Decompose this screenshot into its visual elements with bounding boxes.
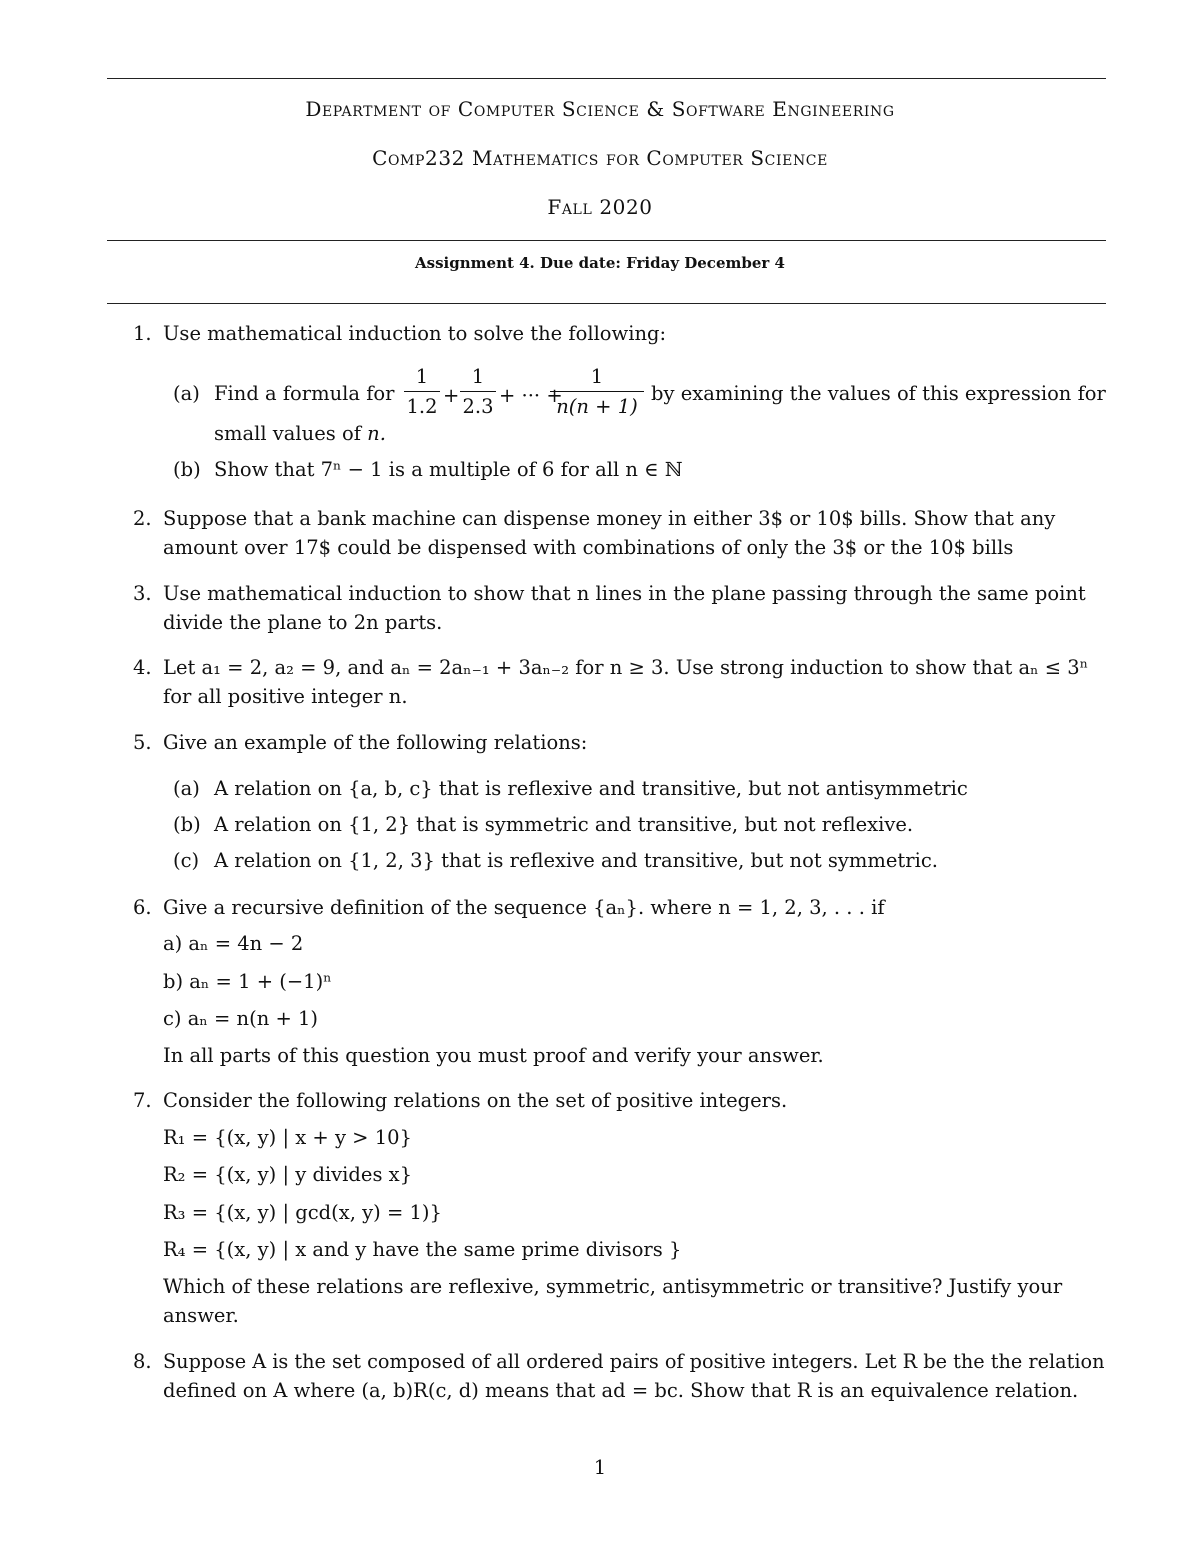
q6-part-a: a) aₙ = 4n − 2 [163,932,304,955]
q7-question-line1: Which of these relations are reflexive, symmetric, antisymmetric or transitive? Justify your [163,1275,1063,1298]
q1-intro: Use mathematical induction to solve the following: [163,322,667,345]
q1a-fraction-3-numerator: 1 [550,365,644,392]
q7-r1: R₁ = {(x, y) | x + y > 10} [163,1126,412,1149]
q1a-var: n. [367,422,386,445]
q2-number: 2. [133,507,152,530]
q3-number: 3. [133,582,152,605]
department-title: Department of Computer Science & Software Engineering [305,97,895,121]
q7-question-line2: answer. [163,1304,239,1327]
q6-note: In all parts of this question you must proof and verify your answer. [163,1044,824,1067]
q6-intro: Give a recursive definition of the sequence {aₙ}. where n = 1, 2, 3, . . . if [163,896,885,919]
term: Fall 2020 [547,195,653,219]
q2-line2: amount over 17$ could be dispensed with combinations of only the 3$ or the 10$ bills [163,536,1014,559]
q4-number: 4. [133,656,152,679]
q1a-rest2: small values of [214,422,361,445]
q1a-fraction-2-numerator: 1 [460,365,496,392]
title-rule [107,303,1106,304]
top-rule [107,78,1106,79]
q4-line1: Let a₁ = 2, a₂ = 9, and aₙ = 2aₙ₋₁ + 3aₙ₋₂ for n ≥ 3. Use strong induction to show that aₙ ≤ 3ⁿ [163,656,1089,679]
q1a-rest-line2 [214,424,386,444]
q7-number: 7. [133,1089,152,1112]
q1a-rest: by examining the values of this expression for [651,382,1106,405]
q1a-plus: + [443,384,460,407]
q1a-label: (a) [173,382,200,405]
q7-intro: Consider the following relations on the set of positive integers. [163,1089,788,1112]
q1a-dots: + ··· + [499,384,563,407]
q1a-fraction-1-numerator: 1 [404,365,440,392]
q7-r4: R₄ = {(x, y) | x and y have the same prime divisors } [163,1238,682,1261]
page-number: 1 [593,1456,607,1479]
q5b-text: A relation on {1, 2} that is symmetric and transitive, but not reflexive. [214,813,914,836]
q1a-fraction-3-denominator: n(n + 1) [556,395,638,418]
q1a-fraction-2-denominator: 2.3 [462,395,494,418]
q6-part-b: b) aₙ = 1 + (−1)ⁿ [163,970,332,993]
q1b-label: (b) [173,458,201,481]
course-title: Comp232 Mathematics for Computer Science [372,146,828,170]
q1-number: 1. [133,322,152,345]
q5a-text: A relation on {a, b, c} that is reflexive and transitive, but not antisymmetric [214,777,968,800]
q6-part-c: c) aₙ = n(n + 1) [163,1007,319,1030]
q5c-text: A relation on {1, 2, 3} that is reflexive and transitive, but not symmetric. [214,849,938,872]
q5b-label: (b) [173,813,201,836]
q4-line2: for all positive integer n. [163,685,408,708]
header-rule [107,240,1106,241]
q3-line2: divide the plane to 2n parts. [163,611,443,634]
q1a-text: Find a formula for [214,382,395,405]
q5-number: 5. [133,731,152,754]
q2-line1: Suppose that a bank machine can dispense money in either 3$ or 10$ bills. Show that any [163,507,1056,530]
q1a-fraction-3 [550,365,644,418]
q1a-fraction-2 [460,365,496,418]
q8-line1: Suppose A is the set composed of all ordered pairs of positive integers. Let R be the the relation [163,1350,1105,1373]
q7-r2: R₂ = {(x, y) | y divides x} [163,1163,413,1186]
q5-intro: Give an example of the following relations: [163,731,588,754]
q8-line2: defined on A where (a, b)R(c, d) means that ad = bc. Show that R is an equivalence relation. [163,1379,1079,1402]
q6-number: 6. [133,896,152,919]
q8-number: 8. [133,1350,152,1373]
q1a-fraction-1-denominator: 1.2 [406,395,438,418]
q1a-fraction-1 [404,365,440,418]
q1b-text: Show that 7ⁿ − 1 is a multiple of 6 for all n ∈ ℕ [214,458,683,481]
assignment-title: Assignment 4. Due date: Friday December 4 [415,254,785,272]
q5a-label: (a) [173,777,200,800]
q5c-label: (c) [173,849,200,872]
q3-line1: Use mathematical induction to show that n lines in the plane passing through the same point [163,582,1086,605]
q7-r3: R₃ = {(x, y) | gcd(x, y) = 1)} [163,1201,442,1224]
